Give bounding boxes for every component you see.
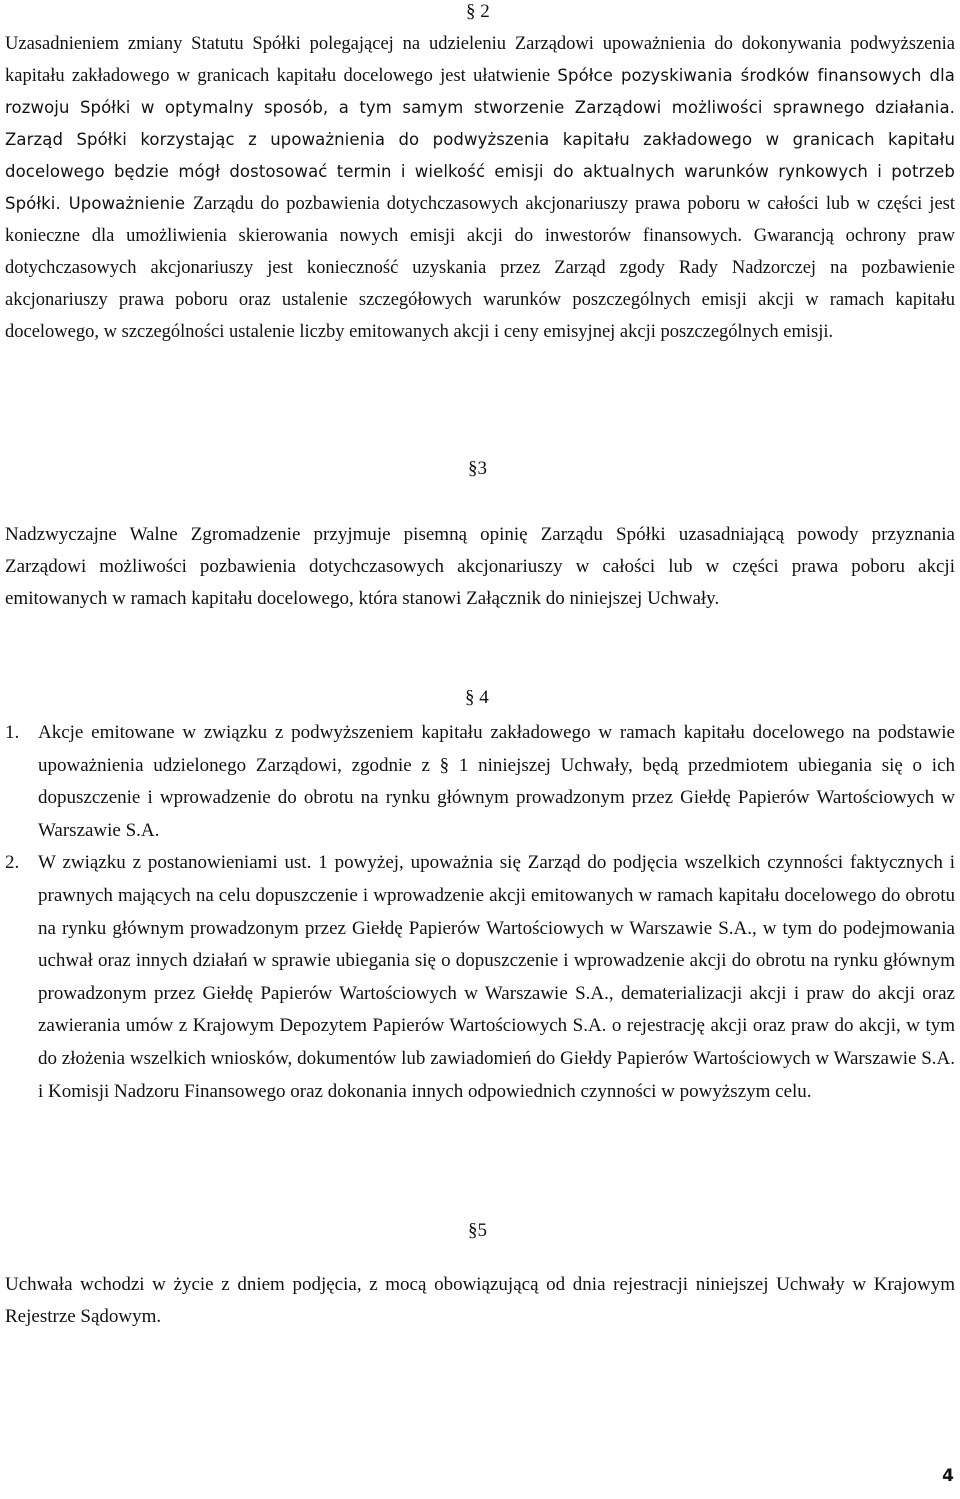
page-number: 4	[942, 1466, 954, 1486]
section-3-paragraph: Nadzwyczajne Walne Zgromadzenie przyjmuje pisemną opinię Zarządu Spółki uzasadniającą powody przyznania Zarządowi możliwości pozbawienia dotychczasowych akcjonariuszy w całości lub w części prawa poboru akcji emitowanych w ramach kapitału docelowego, która stanowi Załącznik do niniejszej Uchwały.	[5, 524, 955, 609]
list-item	[5, 717, 955, 847]
section-2-paragraph	[5, 28, 955, 348]
section-2-text-part3: Zarządu do pozbawienia dotychczasowych akcjonariuszy prawa poboru w całości lub w części jest konieczne dla umożliwienia skierowania nowych emisji akcji do inwestorów finansowych. Gwarancją	[5, 194, 955, 246]
section-2-text-part2: Spółce pozyskiwania środków finansowych dla rozwoju Spółki w optymalny sposób, a tym samym stworzenie Zarządowi możliwości sprawnego działania. Zarząd Spółki korzystając z upoważnienia do podwyższenia kapitału zakładowego w granicach kapitału docelowego będzie mógł dostosować termin i wielkość emisji do aktualnych warunków rynkowych i potrzeb Spółki. Upoważnienie	[5, 66, 955, 213]
section-5-paragraph: Uchwała wchodzi w życie z dniem podjęcia, z mocą obowiązującą od dnia rejestracji niniejszej Uchwały w Krajowym Rejestrze Sądowym.	[5, 1274, 955, 1327]
section-4-list	[5, 717, 955, 1108]
section-2-text-part4: ochrony praw dotychczasowych akcjonariuszy jest konieczność uzyskania przez Zarząd zgody Rady Nadzorczej na pozbawienie akcjonariuszy prawa poboru oraz ustalenie szczegółowych warunków poszczególnych emisji akcji w ramach kapitału docelowego, w szczególności ustalenie liczby emitowanych akcji i ceny emisyjnej akcji poszczególnych emisji.	[5, 226, 955, 342]
list-item-text: W związku z postanowieniami ust. 1 powyżej, upoważnia się Zarząd do podjęcia wszelkich czynności faktycznych i prawnych mających na celu dopuszczenie i wprowadzenie akcji emitowanych w ramach kapitału docelowego do obrotu na rynku głównym prowadzonym przez Giełdę Papierów Wartościowych w Warszawie S.A., w tym do podejmowania uchwał oraz innych działań w sprawie ubiegania się o dopuszczenie i wprowadzenie akcji do obrotu na rynku głównym prowadzonym przez Giełdę Papierów Wartościowych w Warszawie S.A., dematerializacji akcji i praw do akcji oraz zawierania umów z Krajowym Depozytem Papierów Wartościowych S.A. o rejestrację akcji oraz praw do akcji, w tym do złożenia wszelkich wniosków, dokumentów lub zawiadomień do Giełdy Papierów Wartościowych w Warszawie S.A. i Komisji Nadzoru Finansowego oraz dokonania innych odpowiednich czynności w powyższym celu.	[38, 852, 955, 1102]
section-2-heading: § 2	[466, 1, 490, 22]
list-item-number: 1.	[5, 722, 20, 743]
section-3-heading: §3	[468, 458, 487, 479]
list-item-text: Akcje emitowane w związku z podwyższeniem kapitału zakładowego w ramach kapitału docelowego na podstawie upoważnienia udzielonego Zarządowi, zgodnie z § 1 niniejszej Uchwały, będą przedmiotem ubiegania się o ich dopuszczenie i wprowadzenie do obrotu na rynku głównym prowadzonym przez Giełdę Papierów Wartościowych w Warszawie S.A.	[38, 722, 955, 841]
list-item	[5, 847, 955, 1108]
section-5-heading: §5	[468, 1220, 487, 1241]
list-item-number: 2.	[5, 852, 20, 874]
section-2-text-part1: Uzasadnieniem zmiany Statutu Spółki polegającej na udzieleniu Zarządowi upoważnienia do dokonywania podwyższenia kapitału zakładowego w granicach kapitału docelowego jest ułatwienie	[5, 34, 955, 86]
section-4-heading: § 4	[465, 687, 489, 708]
